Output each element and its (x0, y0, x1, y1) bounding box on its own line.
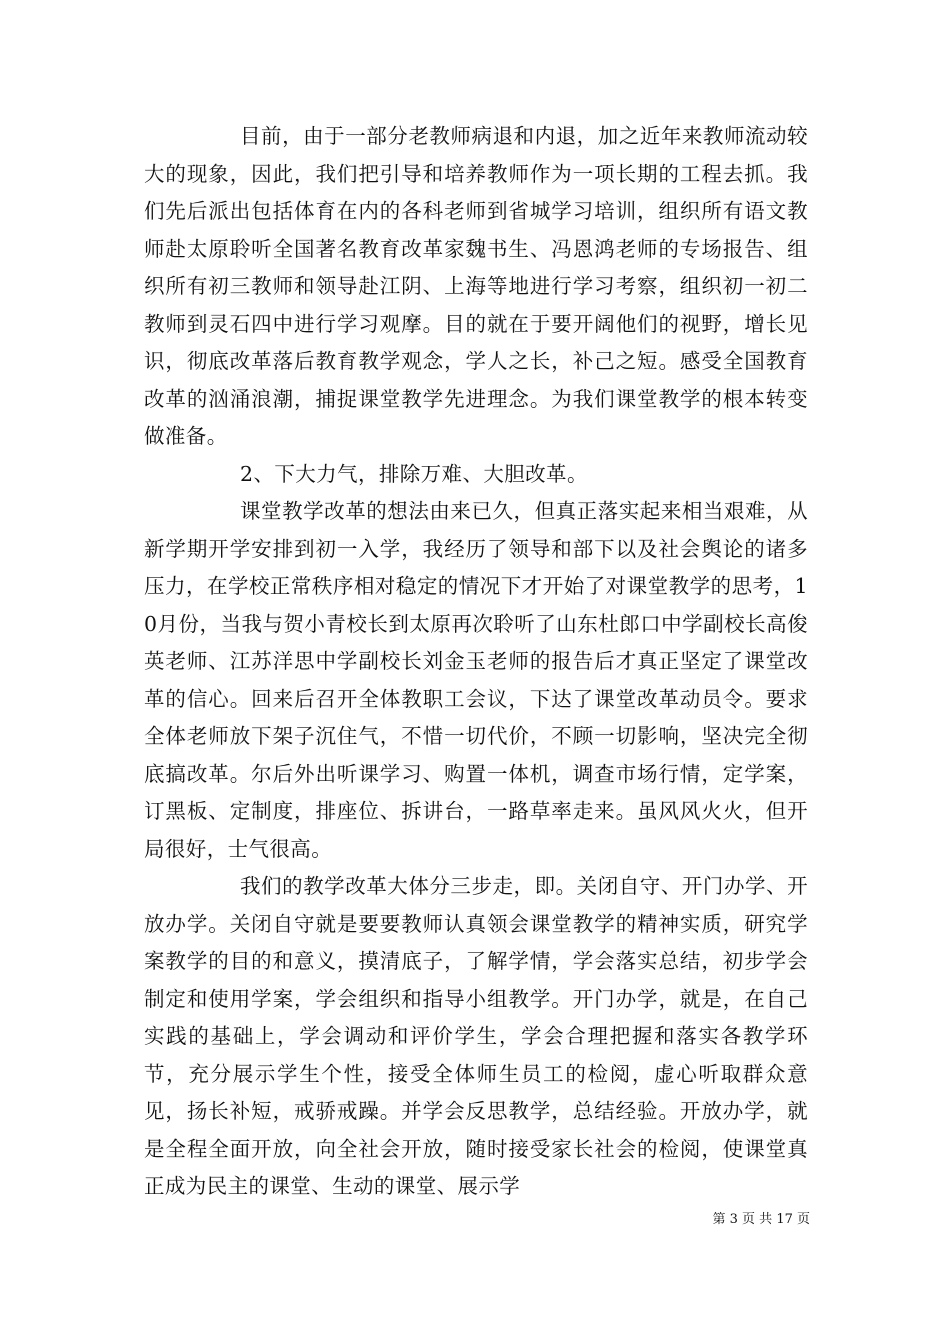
document-body (144, 118, 808, 1206)
paragraph-teacher-training: 目前，由于一部分老教师病退和内退，加之近年来教师流动较大的现象，因此，我们把引导和培养教师作为一项长期的工程去抓。我们先后派出包括体育在内的各科老师到省城学习培训，组织所有语文教师赴太原聆听全国著名教育改革家魏书生、冯恩鸿老师的专场报告、组织所有初三教师和领导赴江阴、上海等地进行学习考察，组织初一初二教师到灵石四中进行学习观摩。目的就在于要开阔他们的视野，增长见识，彻底改革落后教育教学观念，学人之长，补己之短。感受全国教育改革的汹涌浪潮，捕捉课堂教学先进理念。为我们课堂教学的根本转变做准备。 (144, 124, 808, 448)
paragraph-three-steps: 我们的教学改革大体分三步走，即。关闭自守、开门办学、开放办学。关闭自守就是要要教师认真领会课堂教学的精神实质，研究学案教学的目的和意义，摸清底子，了解学情，学会落实总结，初步学会制定和使用学案，学会组织和指导小组教学。开门办学，就是，在自己实践的基础上，学会调动和评价学生，学会合理把握和落实各教学环节，充分展示学生个性，接受全体师生员工的检阅，虚心听取群众意见，扬长补短，戒骄戒躁。并学会反思教学，总结经验。开放办学，就是全程全面开放，向全社会开放，随时接受家长社会的检阅，使课堂真正成为民主的课堂、生动的课堂、展示学 (144, 874, 808, 1198)
paragraph-reform-process: 课堂教学改革的想法由来已久，但真正落实起来相当艰难，从新学期开学安排到初一入学，我经历了领导和部下以及社会舆论的诸多压力，在学校正常秩序相对稳定的情况下才开始了对课堂教学的思考，10月份，当我与贺小青校长到太原再次聆听了山东杜郎口中学副校长高俊英老师、江苏洋思中学副校长刘金玉老师的报告后才真正坚定了课堂改革的信心。回来后召开全体教职工会议，下达了课堂改革动员令。要求全体老师放下架子沉住气，不惜一切代价，不顾一切影响，坚决完全彻底搞改革。尔后外出听课学习、购置一体机，调查市场行情，定学案，订黑板、定制度，排座位、拆讲台，一路草率走来。虽风风火火，但开局很好，士气很高。 (144, 499, 808, 861)
section-heading-reform: 2、下大力气，排除万难、大胆改革。 (240, 461, 588, 486)
page-number: 第 3 页 共 17 页 (712, 1212, 810, 1227)
